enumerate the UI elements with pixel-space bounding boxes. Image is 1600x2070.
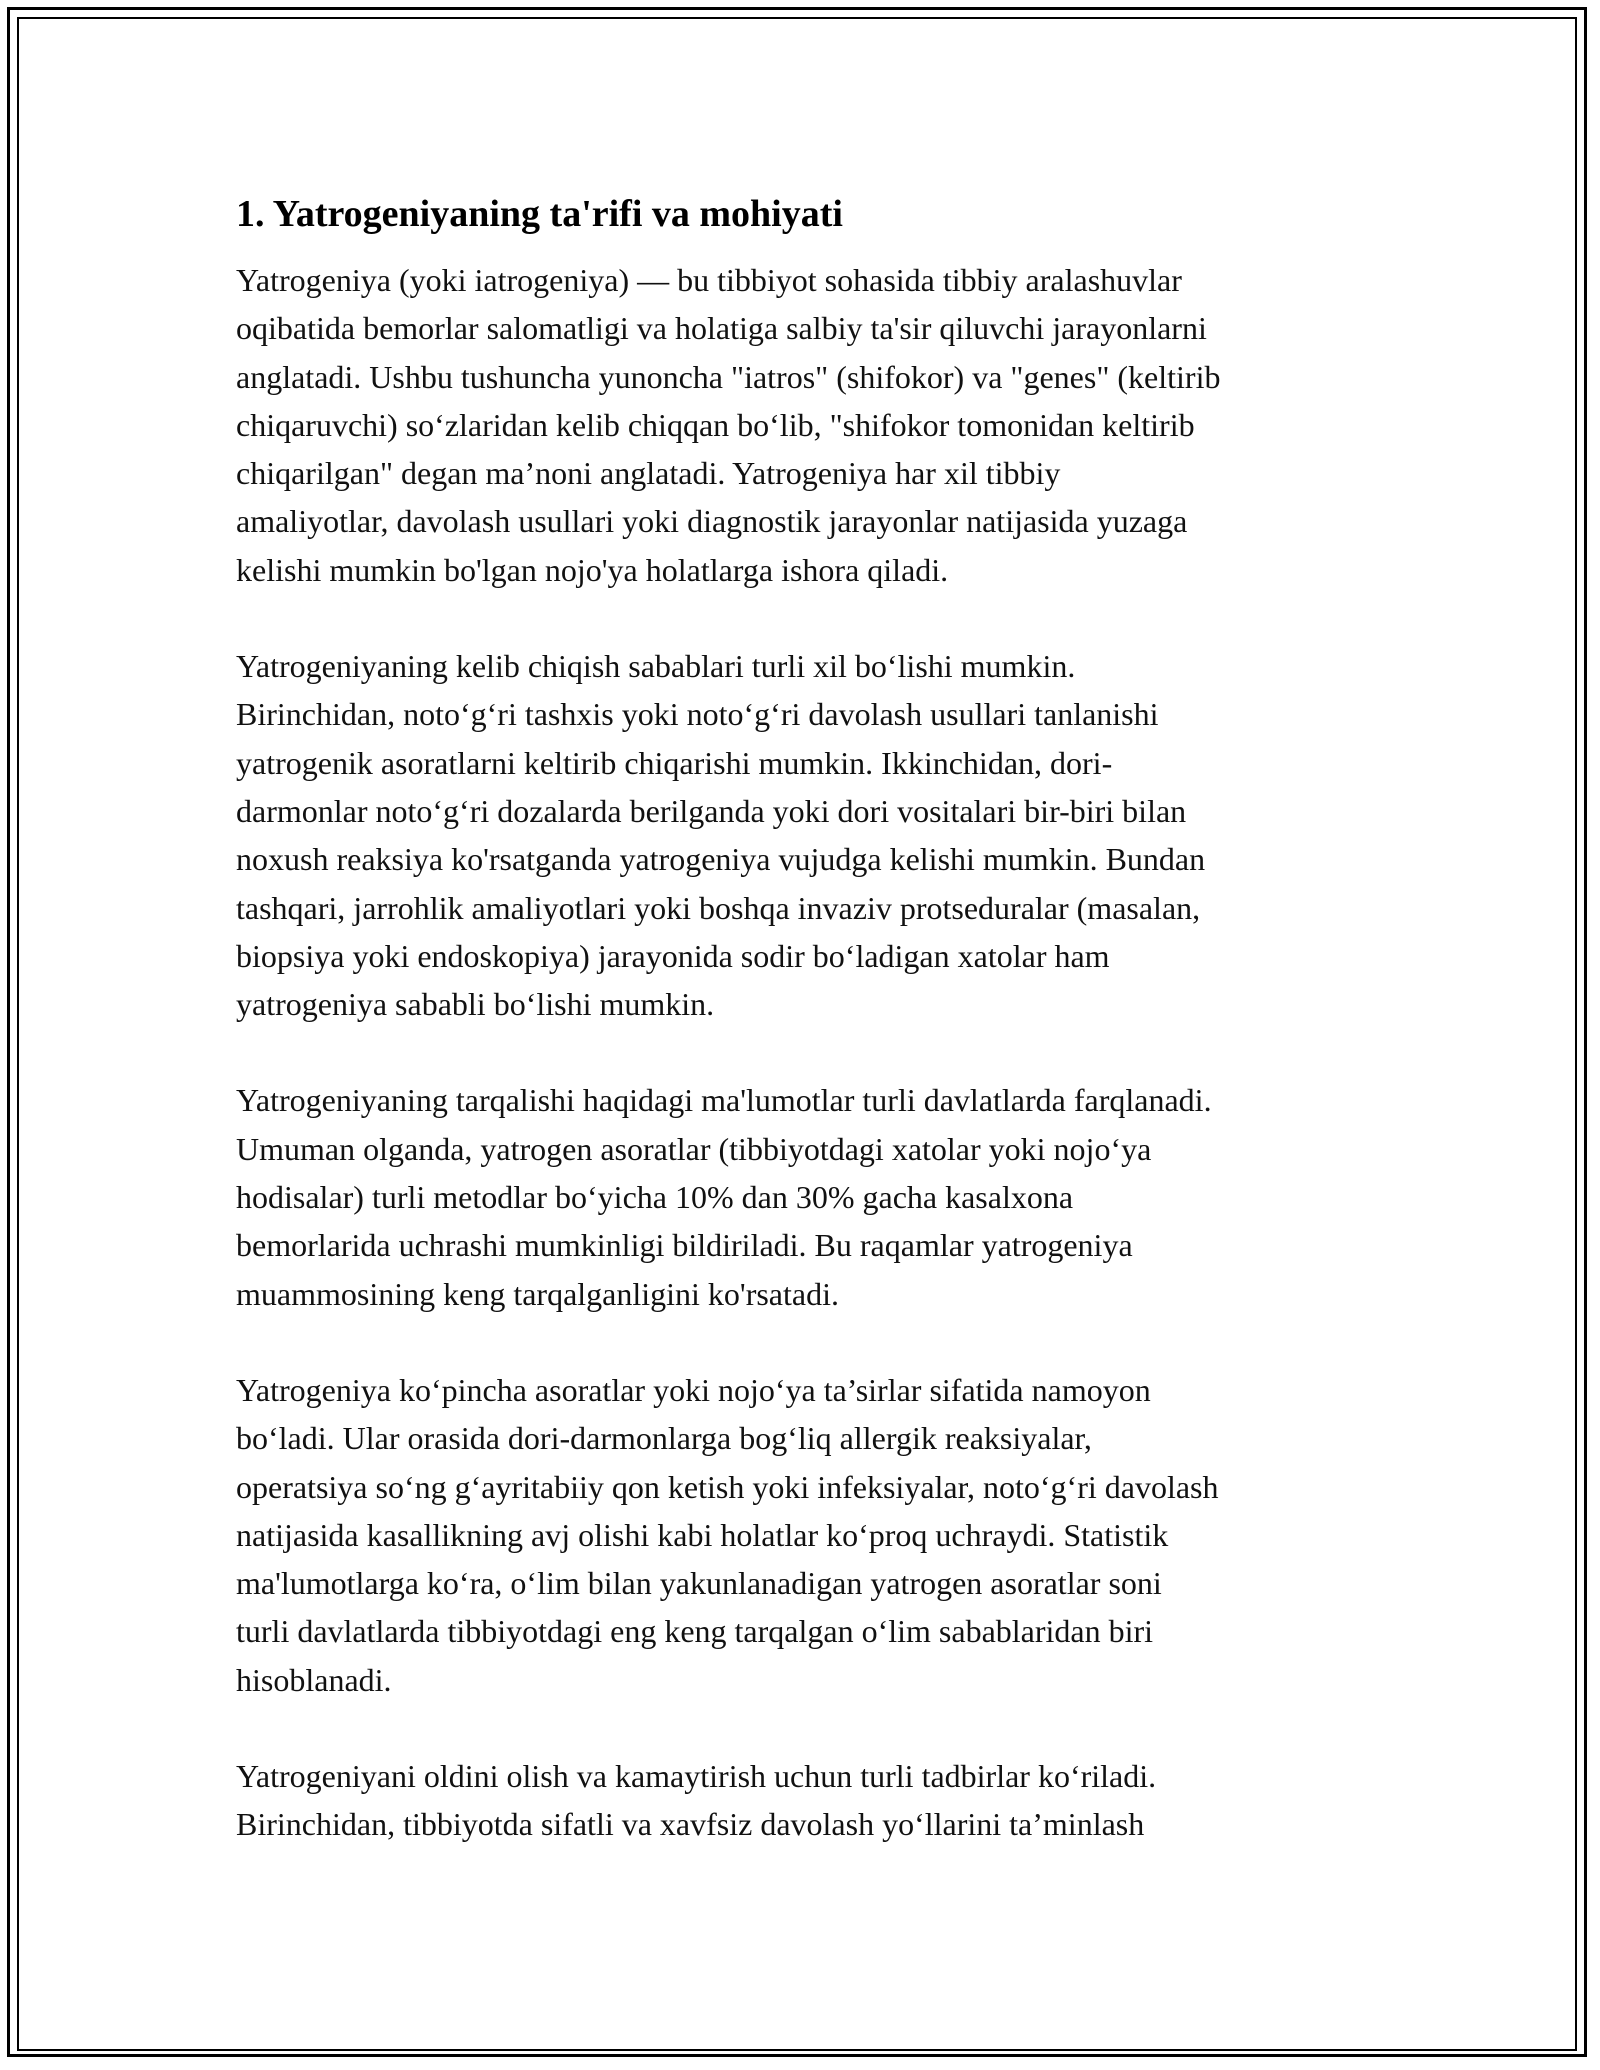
text-line: amaliyotlar, davolash usullari yoki diagnostik jarayonlar natijasida yuzaga xyxy=(236,503,1188,540)
text-line: Umuman olganda, yatrogen asoratlar (tibbiyotdagi xatolar yoki nojo‘ya xyxy=(236,1130,1152,1167)
text-line: bo‘ladi. Ular orasida dori-darmonlarga bog‘liq allergik reaksiyalar, xyxy=(236,1420,1092,1457)
text-line: operatsiya so‘ng g‘ayritabiiy qon ketish yoki infeksiyalar, noto‘g‘ri davolash xyxy=(236,1468,1219,1505)
paragraph-causes xyxy=(236,642,1366,1028)
text-line: kelishi mumkin bo'lgan nojo'ya holatlarga ishora qiladi. xyxy=(236,551,949,588)
text-line: ma'lumotlarga ko‘ra, o‘lim bilan yakunlanadigan yatrogen asoratlar soni xyxy=(236,1565,1162,1602)
document-body xyxy=(236,186,1366,1897)
text-line: turli davlatlarda tibbiyotdagi eng keng tarqalgan o‘lim sabablaridan biri xyxy=(236,1613,1154,1650)
paragraph-prevention xyxy=(236,1752,1366,1849)
text-line: noxush reaksiya ko'rsatganda yatrogeniya vujudga kelishi mumkin. Bundan xyxy=(236,841,1206,878)
text-line: Yatrogeniyaning tarqalishi haqidagi ma'lumotlar turli davlatlarda farqlanadi. xyxy=(236,1082,1212,1119)
text-line: yatrogenik asoratlarni keltirib chiqarishi mumkin. Ikkinchidan, dori- xyxy=(236,744,1113,781)
paragraph-definition xyxy=(236,256,1366,594)
text-line: oqibatida bemorlar salomatligi va holatiga salbiy ta'sir qiluvchi jarayonlarni xyxy=(236,310,1207,347)
text-line: anglatadi. Ushbu tushuncha yunoncha "iatros" (shifokor) va "genes" (keltirib xyxy=(236,358,1221,395)
text-line: Birinchidan, tibbiyotda sifatli va xavfsiz davolash yo‘llarini ta’minlash xyxy=(236,1806,1145,1843)
text-line: biopsiya yoki endoskopiya) jarayonida sodir bo‘ladigan xatolar ham xyxy=(236,937,1110,974)
paragraph-manifestations xyxy=(236,1366,1366,1704)
text-line: natijasida kasallikning avj olishi kabi holatlar ko‘proq uchraydi. Statistik xyxy=(236,1516,1169,1553)
paragraph-prevalence xyxy=(236,1076,1366,1317)
text-line: chiqaruvchi) so‘zlaridan kelib chiqqan bo‘lib, "shifokor tomonidan keltirib xyxy=(236,406,1195,443)
text-line: darmonlar noto‘g‘ri dozalarda berilganda yoki dori vositalari bir-biri bilan xyxy=(236,792,1187,829)
text-line: hodisalar) turli metodlar bo‘yicha 10% dan 30% gacha kasalxona xyxy=(236,1179,1074,1216)
text-line: tashqari, jarrohlik amaliyotlari yoki boshqa invaziv protseduralar (masalan, xyxy=(236,889,1201,926)
section-heading: 1. Yatrogeniyaning ta'rifi va mohiyati xyxy=(236,193,843,235)
text-line: Yatrogeniyani oldini olish va kamaytirish uchun turli tadbirlar ko‘riladi. xyxy=(236,1758,1157,1795)
text-line: yatrogeniya sababli bo‘lishi mumkin. xyxy=(236,986,715,1023)
text-line: bemorlarida uchrashi mumkinligi bildiriladi. Bu raqamlar yatrogeniya xyxy=(236,1227,1133,1264)
text-line: Birinchidan, noto‘g‘ri tashxis yoki noto‘g‘ri davolash usullari tanlanishi xyxy=(236,696,1159,733)
text-line: Yatrogeniya ko‘pincha asoratlar yoki nojo‘ya ta’sirlar sifatida namoyon xyxy=(236,1371,1151,1408)
text-line: chiqarilgan" degan ma’noni anglatadi. Yatrogeniya har xil tibbiy xyxy=(236,455,1061,492)
text-line: muammosining keng tarqalganligini ko'rsatadi. xyxy=(236,1275,839,1312)
text-line: hisoblanadi. xyxy=(236,1661,392,1698)
text-line: Yatrogeniyaning kelib chiqish sabablari turli xil bo‘lishi mumkin. xyxy=(236,648,1076,685)
text-line: Yatrogeniya (yoki iatrogeniya) — bu tibbiyot sohasida tibbiy aralashuvlar xyxy=(236,262,1182,298)
